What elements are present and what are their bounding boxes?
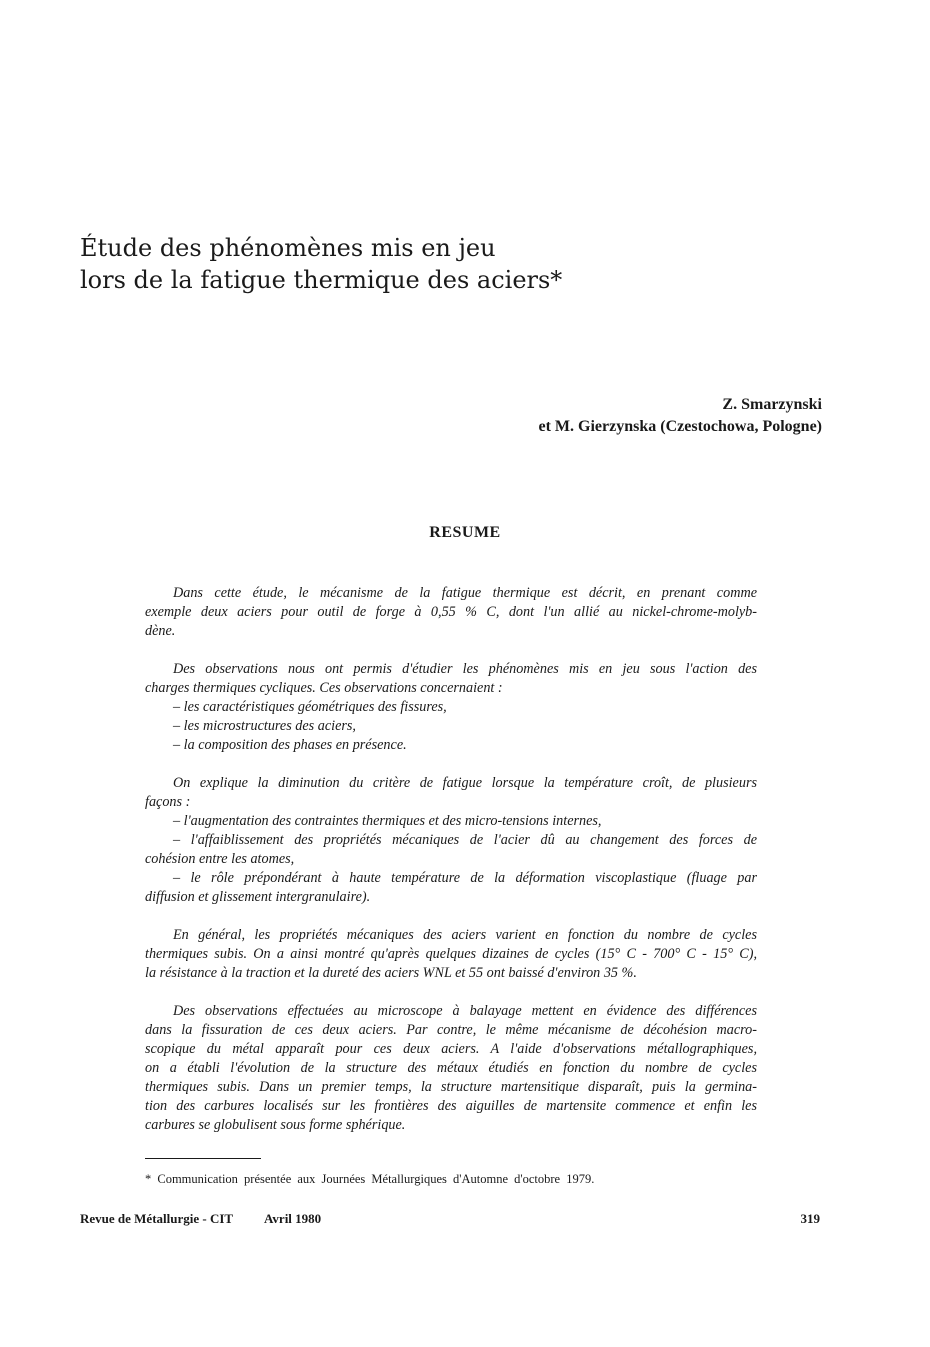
footnote: * Communication présentée aux Journées Métallurgiques d'Automne d'octobre 1979. [145, 1172, 595, 1186]
footer-journal: Revue de Métallurgie - CIT [80, 1211, 234, 1226]
abstract-paragraph-1 [145, 584, 757, 641]
footnote-rule [145, 1158, 261, 1159]
resume-heading: RESUME [429, 524, 501, 541]
abstract-line: cohésion entre les atomes, [145, 851, 295, 867]
abstract-line: Des observations effectuées au microscope à balayage mettent en évidence des différences [173, 1003, 757, 1019]
page-number: 319 [800, 1211, 820, 1226]
abstract-list-item: – le rôle prépondérant à haute température de la déformation viscoplastique (fluage par [173, 870, 757, 886]
title-line-2: lors de la fatigue thermique des aciers* [80, 266, 563, 294]
abstract-line: exemple deux aciers pour outil de forge à 0,55 % C, dont l'un allié au nickel-chrome-molyb- [145, 604, 757, 620]
authors-block [539, 394, 823, 438]
footer-date: Avril 1980 [264, 1211, 322, 1226]
abstract-list-item: – l'augmentation des contraintes thermiques et des micro-tensions internes, [173, 813, 602, 829]
abstract [145, 584, 757, 1154]
abstract-line: dène. [145, 623, 176, 639]
abstract-paragraph-4 [145, 926, 757, 983]
abstract-list-item: – l'affaiblissement des propriétés mécaniques de l'acier dû au changement des forces de [173, 832, 757, 848]
abstract-paragraph-2 [145, 660, 757, 755]
abstract-line: on a établi l'évolution de la structure des métaux étudiés en fonction du nombre de cycles [145, 1060, 757, 1076]
abstract-line: Des observations nous ont permis d'étudier les phénomènes mis en jeu sous l'action des [173, 661, 757, 677]
abstract-list-item: – les caractéristiques géométriques des fissures, [173, 699, 447, 715]
abstract-line: charges thermiques cycliques. Ces observations concernaient : [145, 680, 503, 696]
abstract-line: tion des carbures localisés sur les frontières des aiguilles de martensite commence et enfin les [145, 1098, 757, 1114]
abstract-line: On explique la diminution du critère de fatigue lorsque la température croît, de plusieurs [173, 775, 757, 791]
abstract-line: thermiques subis. Dans un premier temps, la structure martensitique disparaît, puis la germina- [145, 1079, 757, 1095]
author-line-1: Z. Smarzynski [722, 396, 822, 413]
abstract-list-item: – la composition des phases en présence. [173, 737, 407, 753]
abstract-list-item: – les microstructures des aciers, [173, 718, 356, 734]
abstract-line: dans la fissuration de ces deux aciers. Par contre, le même mécanisme de décohésion macro- [145, 1022, 757, 1038]
abstract-line: scopique du métal apparaît pour ces deux aciers. A l'aide d'observations métallographiques, [145, 1041, 757, 1057]
abstract-line: Dans cette étude, le mécanisme de la fatigue thermique est décrit, en prenant comme [173, 585, 757, 601]
title-line-1: Étude des phénomènes mis en jeu [80, 234, 496, 262]
abstract-line: diffusion et glissement intergranulaire). [145, 889, 371, 905]
abstract-line: la résistance à la traction et la dureté des aciers WNL et 55 ont baissé d'environ 35 %. [145, 965, 637, 981]
abstract-line: En général, les propriétés mécaniques des aciers varient en fonction du nombre de cycles [173, 927, 757, 943]
author-line-2: et M. Gierzynska (Czestochowa, Pologne) [538, 418, 822, 435]
abstract-paragraph-5 [145, 1002, 757, 1135]
abstract-paragraph-3 [145, 774, 757, 907]
abstract-line: carbures se globulisent sous forme sphérique. [145, 1117, 406, 1133]
article-title [80, 232, 680, 296]
abstract-line: thermiques subis. On a ainsi montré qu'après quelques dizaines de cycles (15° C - 700° C - 15° C), [145, 946, 757, 962]
abstract-line: façons : [145, 794, 191, 810]
